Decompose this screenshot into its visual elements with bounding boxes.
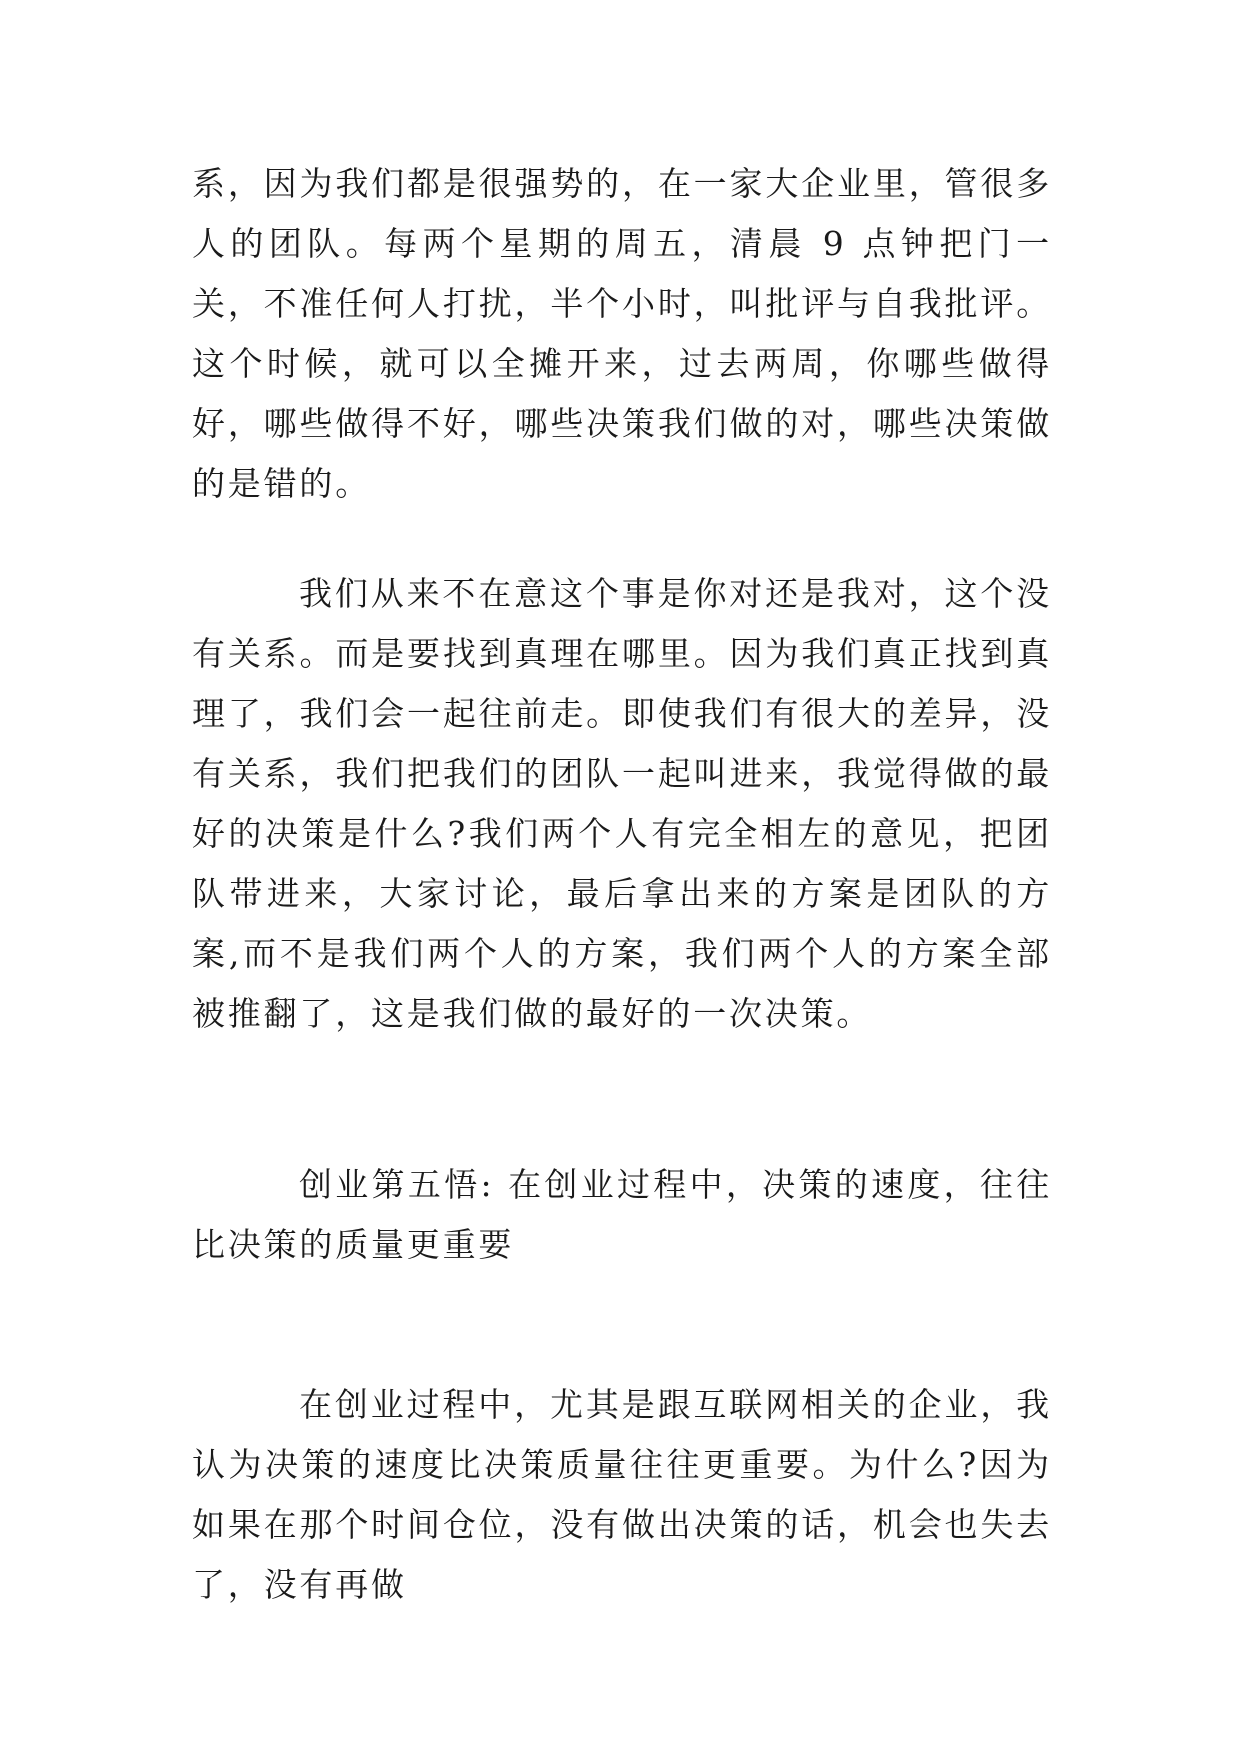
section-heading-paragraph: 创业第五悟: 在创业过程中，决策的速度，往往比决策的质量更重要 xyxy=(192,1165,1052,1264)
body-paragraph: 我们从来不在意这个事是你对还是我对，这个没有关系。而是要找到真理在哪里。因为我们真正找到真理了，我们会一起往前走。即使我们有很大的差异，没有关系，我们把我们的团队一起叫进来，我觉得做的最好的决策是什么?我们两个人有完全相左的意见，把团队带进来，大家讨论，最后拿出来的方案是团队的方案,而不是我们两个人的方案，我们两个人的方案全部被推翻了，这是我们做的最好的一次决策。 xyxy=(192,574,1052,1033)
body-paragraph: 系，因为我们都是很强势的，在一家大企业里，管很多人的团队。每两个星期的周五，清晨 9 点钟把门一关，不准任何人打扰，半个小时，叫批评与自我批评。这个时候，就可以全摊开来，过去两周，你哪些做得好，哪些做得不好，哪些决策我们做的对，哪些决策做的是错的。 xyxy=(192,164,1052,503)
body-paragraph: 在创业过程中，尤其是跟互联网相关的企业，我认为决策的速度比决策质量往往更重要。为什么?因为如果在那个时间仓位，没有做出决策的话，机会也失去了，没有再做 xyxy=(192,1385,1052,1604)
